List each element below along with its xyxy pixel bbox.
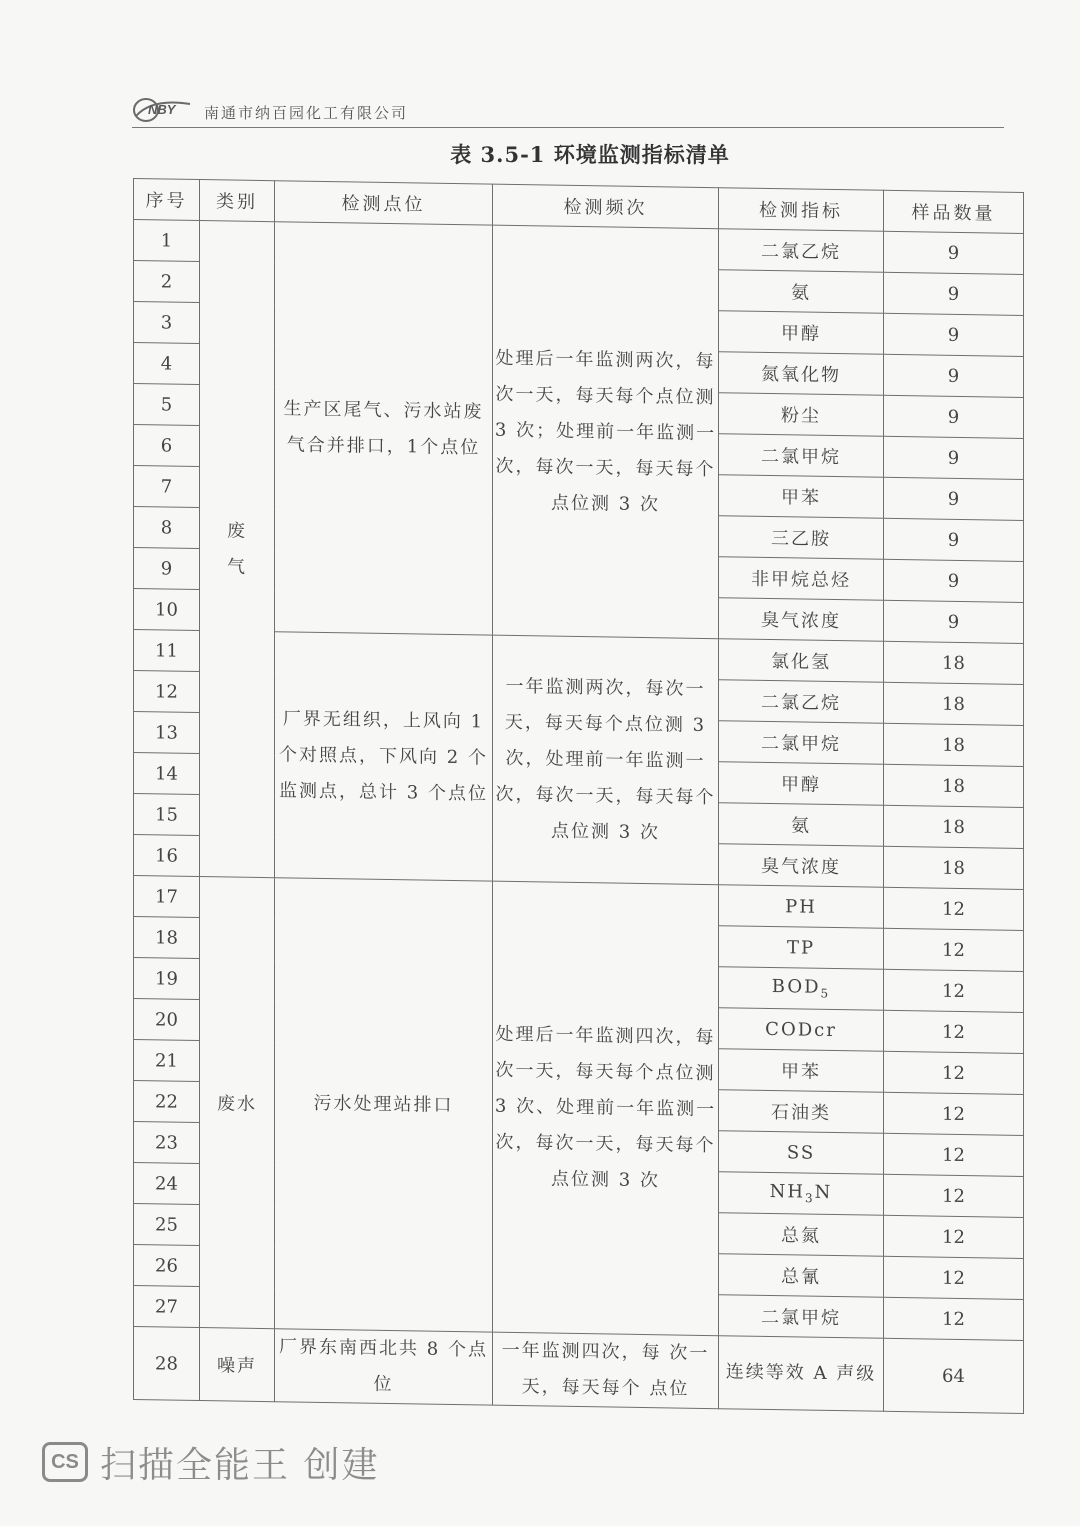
indicator-cell: 二氯甲烷 <box>719 721 884 765</box>
count-cell: 12 <box>884 1297 1024 1340</box>
row-no: 5 <box>134 384 200 426</box>
indicator-cell: 氯化氢 <box>719 639 884 683</box>
location-cell: 厂界东南西北共 8 个点位 <box>275 1329 493 1405</box>
count-cell: 18 <box>884 641 1024 684</box>
indicator-text: BOD <box>771 976 821 999</box>
row-no: 17 <box>134 876 200 918</box>
count-cell: 12 <box>884 1092 1024 1135</box>
frequency-cell: 处理后一年监测四次，每次一天，每天每个点位测 3 次、处理前一年监测一次，每次一天，每天每个点位测 3 次 <box>493 881 719 1336</box>
category-waste-water: 废水 <box>200 877 275 1329</box>
row-no: 7 <box>134 466 200 508</box>
company-name: 南通市纳百园化工有限公司 <box>204 104 409 122</box>
row-no: 19 <box>134 958 200 1000</box>
count-cell: 9 <box>884 272 1024 315</box>
count-cell: 9 <box>884 518 1024 561</box>
indicator-cell: 臭气浓度 <box>719 598 884 642</box>
row-no: 4 <box>134 343 200 385</box>
row-no: 10 <box>134 589 200 631</box>
row-no: 24 <box>134 1163 200 1205</box>
scanner-watermark <box>42 1440 379 1484</box>
frequency-cell: 一年监测两次，每次一天，每天每个点位测 3 次，处理前一年监测一次，每次一天，每天每个点位测 3 次 <box>493 635 719 885</box>
header-rule <box>132 127 1004 128</box>
row-no: 27 <box>134 1286 200 1328</box>
count-cell: 12 <box>884 1256 1024 1299</box>
row-no: 9 <box>134 548 200 590</box>
category-label: 废 气 <box>227 519 247 578</box>
category-noise: 噪声 <box>200 1328 275 1402</box>
indicator-cell: 二氯乙烷 <box>719 229 884 273</box>
indicator-cell: PH <box>719 885 884 929</box>
indicator-cell: CODcr <box>719 1008 884 1052</box>
row-no: 16 <box>134 835 200 877</box>
indicator-tail: N <box>814 1181 833 1204</box>
indicator-subscript: 3 <box>805 1191 815 1206</box>
col-header-indicator: 检测指标 <box>719 188 884 232</box>
count-cell: 9 <box>884 395 1024 438</box>
count-cell: 9 <box>884 477 1024 520</box>
row-no: 12 <box>134 671 200 713</box>
row-no: 6 <box>134 425 200 467</box>
count-cell: 9 <box>884 313 1024 356</box>
location-cell: 厂界无组织，上风向 1 个对照点，下风向 2 个监测点，总计 3 个点位 <box>275 632 493 881</box>
count-cell: 9 <box>884 354 1024 397</box>
indicator-cell <box>719 967 884 1011</box>
indicator-cell: 三乙胺 <box>719 516 884 560</box>
table-row <box>134 1327 1024 1414</box>
indicator-cell: 二氯甲烷 <box>719 1295 884 1339</box>
count-cell: 12 <box>884 928 1024 971</box>
indicator-cell: 总氰 <box>719 1254 884 1298</box>
indicator-cell: 二氯乙烷 <box>719 680 884 724</box>
indicator-cell: 连续等效 A 声级 <box>719 1336 884 1412</box>
row-no: 21 <box>134 1040 200 1082</box>
indicator-cell: 氨 <box>719 270 884 314</box>
page-header <box>132 92 1004 128</box>
col-header-frequency: 检测频次 <box>493 184 719 229</box>
count-cell: 9 <box>884 231 1024 274</box>
location-cell: 污水处理站排口 <box>275 878 493 1332</box>
frequency-cell: 一年监测四次，每 次一天，每天每个 点位 <box>493 1332 719 1409</box>
count-cell: 12 <box>884 1215 1024 1258</box>
indicator-text: NH <box>769 1181 806 1203</box>
count-cell: 64 <box>884 1338 1024 1413</box>
indicator-cell: 非甲烷总烃 <box>719 557 884 601</box>
count-cell: 12 <box>884 969 1024 1012</box>
indicator-cell: 二氯甲烷 <box>719 434 884 478</box>
count-cell: 18 <box>884 723 1024 766</box>
indicator-cell: SS <box>719 1131 884 1175</box>
monitoring-table <box>133 178 1024 1414</box>
row-no: 22 <box>134 1081 200 1123</box>
row-no: 20 <box>134 999 200 1041</box>
row-no: 28 <box>134 1327 200 1401</box>
indicator-cell: 甲醇 <box>719 311 884 355</box>
indicator-cell: 总氮 <box>719 1213 884 1257</box>
row-no: 18 <box>134 917 200 959</box>
row-no: 8 <box>134 507 200 549</box>
row-no: 1 <box>134 220 200 262</box>
count-cell: 18 <box>884 846 1024 889</box>
row-no: 11 <box>134 630 200 672</box>
count-cell: 18 <box>884 682 1024 725</box>
indicator-cell: 氮氧化物 <box>719 352 884 396</box>
row-no: 23 <box>134 1122 200 1164</box>
count-cell: 12 <box>884 1010 1024 1053</box>
count-cell: 12 <box>884 1133 1024 1176</box>
indicator-cell: 甲醇 <box>719 762 884 806</box>
row-no: 25 <box>134 1204 200 1246</box>
count-cell: 9 <box>884 436 1024 479</box>
indicator-cell: TP <box>719 926 884 970</box>
indicator-cell: 甲苯 <box>719 475 884 519</box>
row-no: 15 <box>134 794 200 836</box>
row-no: 3 <box>134 302 200 344</box>
indicator-subscript: 5 <box>820 986 831 1001</box>
count-cell: 9 <box>884 559 1024 602</box>
count-cell: 18 <box>884 805 1024 848</box>
row-no: 14 <box>134 753 200 795</box>
col-header-category: 类别 <box>200 180 275 222</box>
location-cell: 生产区尾气、污水站废气合并排口，1个点位 <box>275 222 493 635</box>
count-cell: 9 <box>884 600 1024 643</box>
row-no: 2 <box>134 261 200 303</box>
indicator-cell: 甲苯 <box>719 1049 884 1093</box>
table-title: 表 3.5-1 环境监测指标清单 <box>450 142 730 167</box>
watermark-text: 扫描全能王 创建 <box>100 1444 380 1486</box>
indicator-cell <box>719 1172 884 1216</box>
count-cell: 12 <box>884 1051 1024 1094</box>
category-waste-gas <box>200 221 275 878</box>
frequency-cell: 处理后一年监测两次，每次一天，每天每个点位测 3 次；处理前一年监测一次，每次一天，每天每个点位测 3 次 <box>493 225 719 639</box>
row-no: 13 <box>134 712 200 754</box>
count-cell: 18 <box>884 764 1024 807</box>
count-cell: 12 <box>884 887 1024 930</box>
row-no: 26 <box>134 1245 200 1287</box>
col-header-count: 样品数量 <box>884 190 1024 233</box>
indicator-cell: 粉尘 <box>719 393 884 437</box>
col-header-no: 序号 <box>134 179 200 221</box>
indicator-cell: 臭气浓度 <box>719 844 884 888</box>
company-logo <box>132 94 194 124</box>
indicator-cell: 石油类 <box>719 1090 884 1134</box>
count-cell: 12 <box>884 1174 1024 1217</box>
logo-text: NBY <box>148 102 176 117</box>
col-header-location: 检测点位 <box>275 181 493 225</box>
indicator-cell: 氨 <box>719 803 884 847</box>
camscanner-icon: CS <box>42 1442 88 1482</box>
